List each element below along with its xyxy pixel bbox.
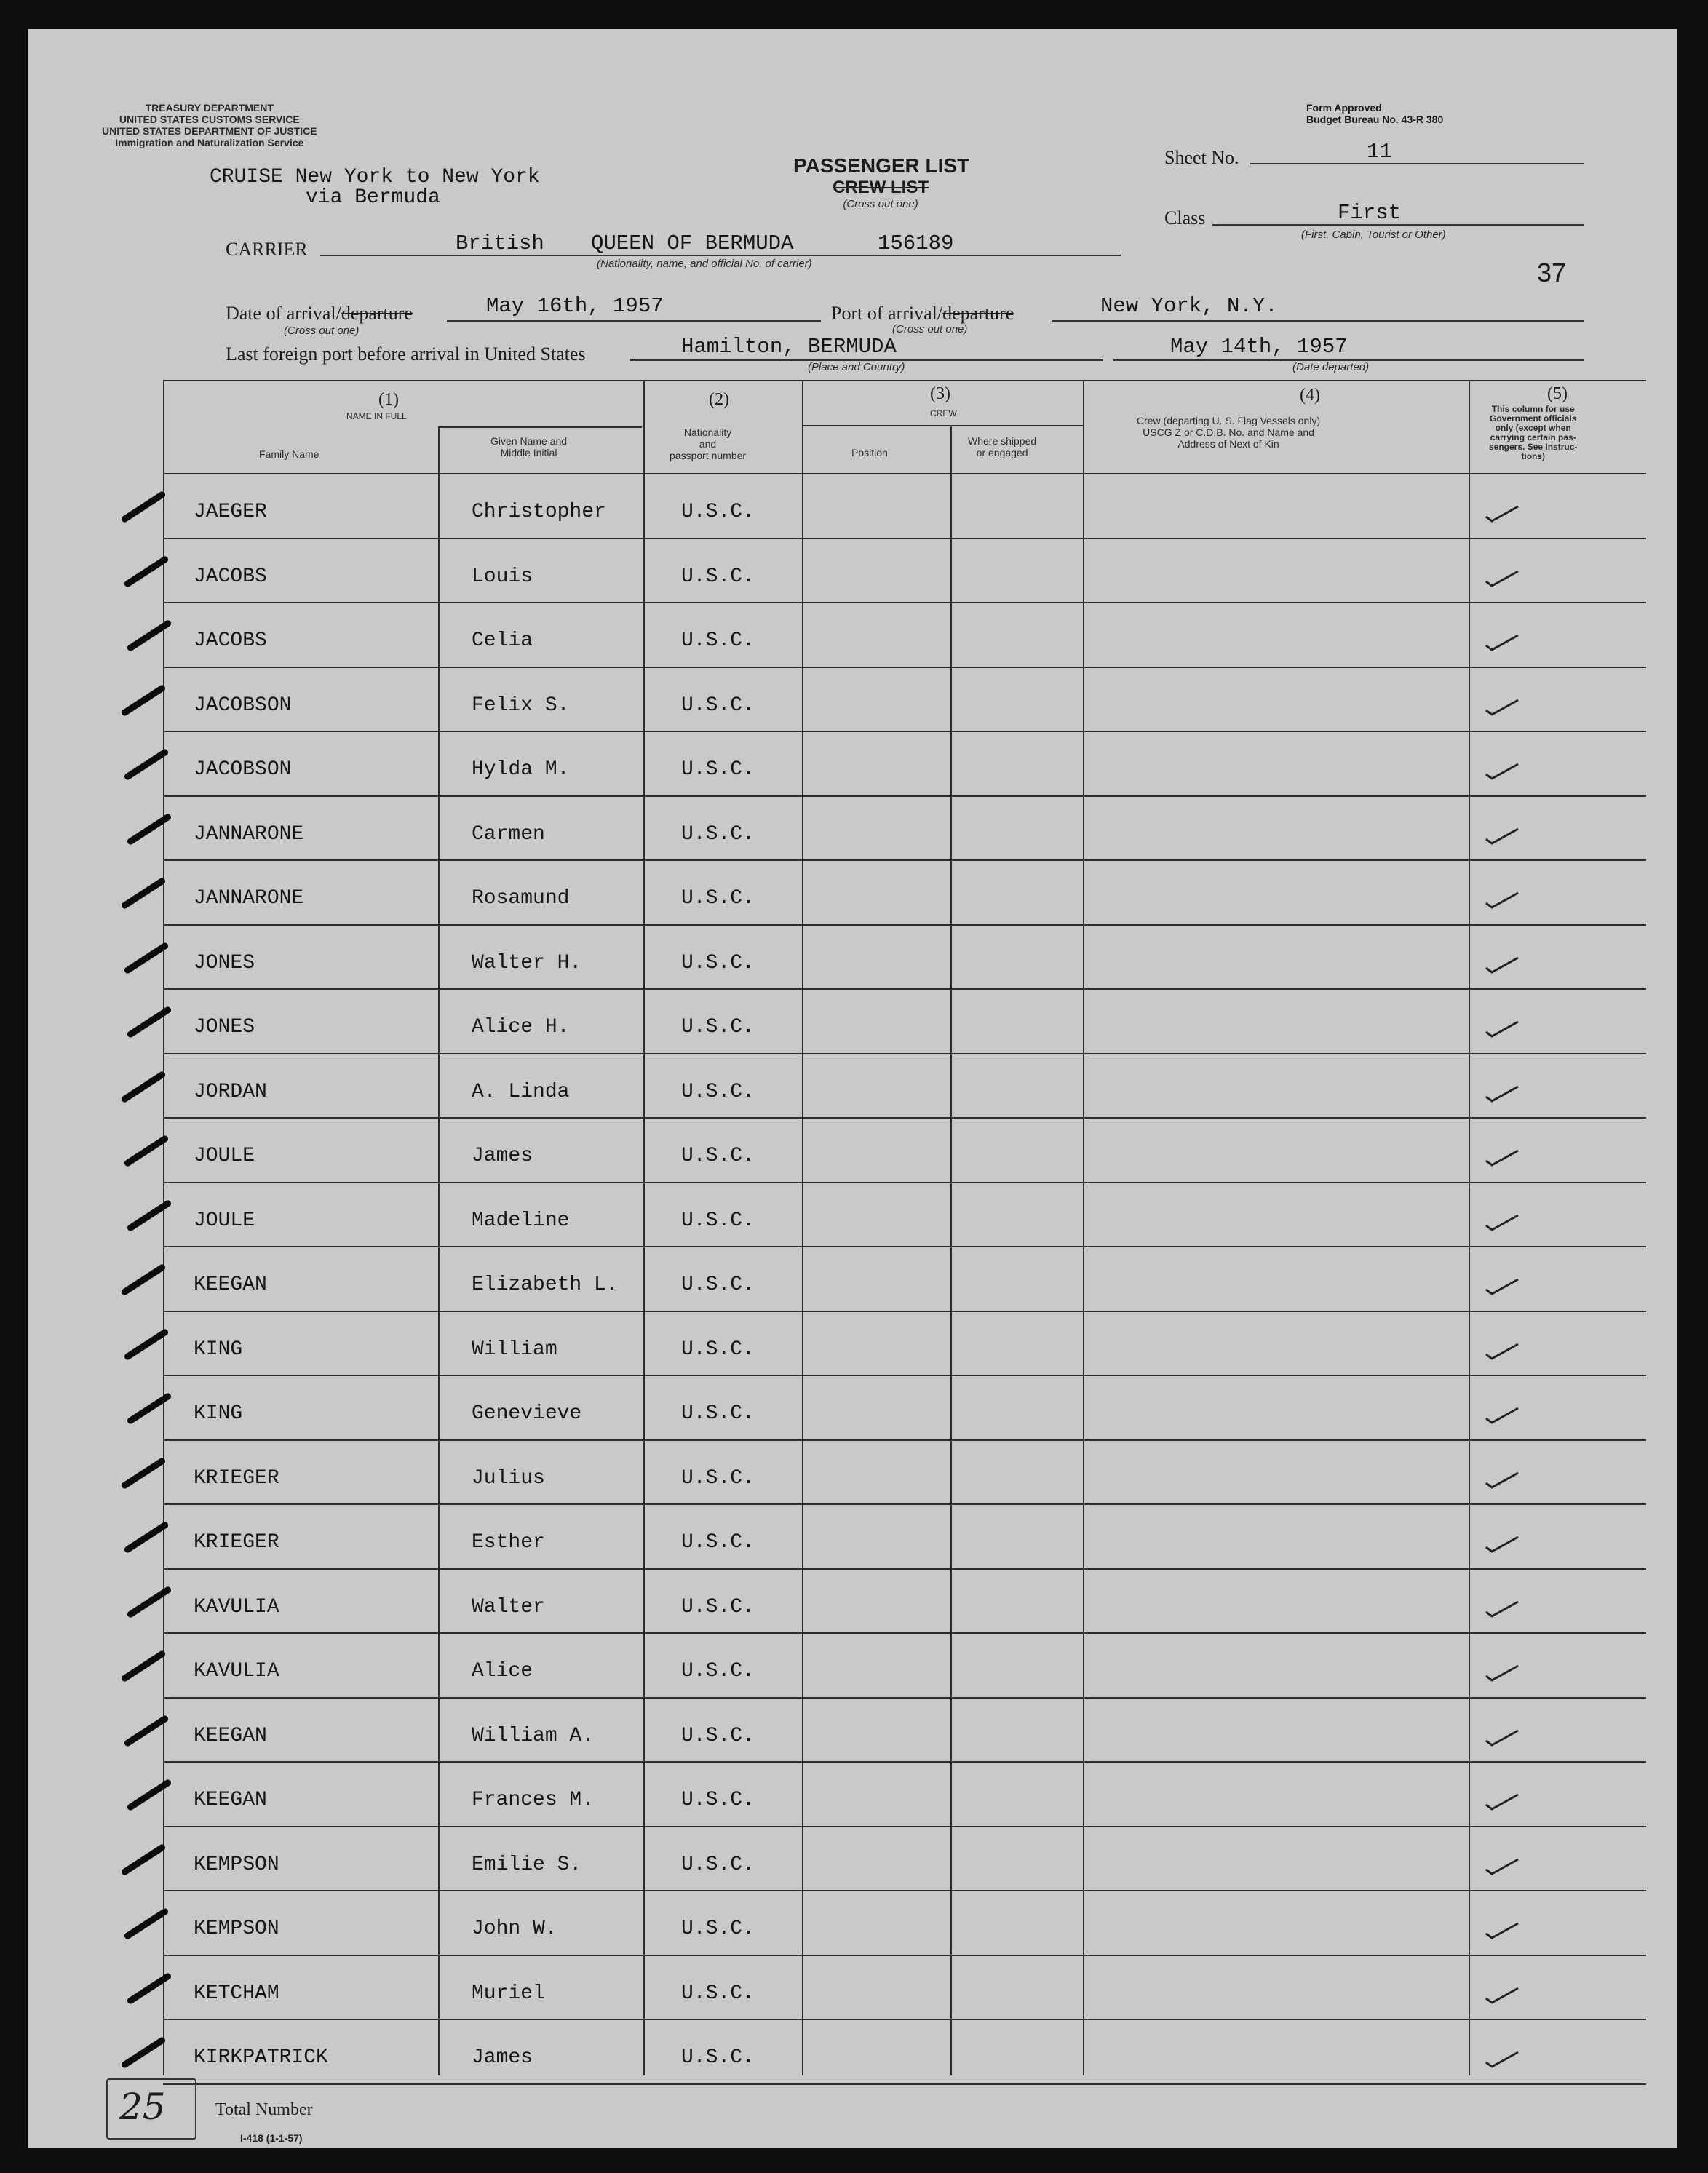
class-label: Class [1164,207,1206,229]
row-rule [163,1697,1646,1699]
check-icon [1485,2049,1520,2070]
check-icon [1485,1534,1520,1554]
family-name-cell: KIRKPATRICK [194,2046,328,2069]
last-port-label: Last foreign port before arrival in United States [226,343,586,365]
passenger-list-title: PASSENGER LIST [793,154,970,177]
port-of-arrival-label [831,303,1014,325]
given-name-cell: Walter [472,1596,545,1618]
date-underline [447,320,821,322]
agency-line: TREASURY DEPARTMENT [145,102,274,114]
col5-line3: only (except when [1495,423,1571,433]
given-name-cell: Carmen [472,823,545,846]
given-name-cell: Louis [472,565,533,588]
family-name-cell: KEMPSON [194,1854,279,1876]
last-port-note: (Place and Country) [808,361,905,373]
check-icon [1485,890,1520,910]
cruise-line-2: via Bermuda [306,186,440,209]
given-name-cell: Alice H. [472,1016,570,1038]
given-name-cell: Madeline [472,1209,570,1232]
row-rule [163,795,1646,797]
col2-line1: Nationality [683,426,732,438]
family-name-cell: JANNARONE [194,887,304,910]
cross-out-note: (Cross out one) [843,198,918,210]
check-icon [1485,504,1520,524]
carrier-official-no: 156189 [878,231,954,255]
given-name-cell: John W. [472,1918,557,1940]
family-name-cell: KEMPSON [194,1918,279,1940]
col4-line1: Crew (departing U. S. Flag Vessels only) [1137,415,1321,426]
form-approved-line: Form Approved [1306,102,1382,114]
col2-number: (2) [709,390,729,409]
budget-bureau-line: Budget Bureau No. 43-R 380 [1306,114,1444,125]
row-rule [163,667,1646,668]
departed-date: May 14th, 1957 [1170,335,1348,359]
family-name-cell: JANNARONE [194,823,304,846]
agency-line: UNITED STATES DEPARTMENT OF JUSTICE [102,125,317,137]
check-icon [1485,1470,1520,1490]
row-rule [163,1053,1646,1054]
given-name-cell: Julius [472,1467,545,1490]
col2-line3: passport number [670,450,747,461]
check-icon [1485,1019,1520,1039]
col3-title-rule [803,425,1083,426]
agency-line: UNITED STATES CUSTOMS SERVICE [119,114,300,125]
check-icon [1485,1792,1520,1812]
col-divider-nationality [643,380,645,2075]
given-name-cell: William A. [472,1725,595,1747]
row-rule [163,2019,1646,2020]
sheet-number: 11 [1367,140,1392,164]
family-name-cell: KAVULIA [194,1596,279,1618]
check-icon [1485,1920,1520,1941]
given-name-cell: Alice [472,1660,533,1683]
col3b-line2: or engaged [976,447,1028,458]
given-name-cell: Celia [472,629,533,652]
family-name-cell: JACOBSON [194,758,292,781]
departed-note: (Date departed) [1292,361,1370,373]
sheet-underline [1250,163,1584,164]
given-name-cell: Genevieve [472,1402,582,1425]
family-name-cell: KETCHAM [194,1982,279,2005]
row-rule [163,1311,1646,1312]
family-name-cell: JOULE [194,1209,255,1232]
check-icon [1485,1084,1520,1104]
arrival-port: New York, N.Y. [1100,294,1278,318]
check-icon [1485,826,1520,846]
form-code: I-418 (1-1-57) [240,2132,303,2144]
check-icon [1485,955,1520,975]
given-name-cell: Christopher [472,501,606,523]
carrier-label: CARRIER [226,239,308,260]
given-name-cell: A. Linda [472,1081,570,1103]
nationality-cell: U.S.C. [681,1982,755,2005]
col-divider-officials [1469,380,1470,2075]
page-number: 37 [1537,258,1567,287]
nationality-cell: U.S.C. [681,694,755,717]
row-rule [163,731,1646,732]
row-rule [163,1117,1646,1119]
list-title [793,154,968,210]
given-name-cell: Felix S. [472,694,570,717]
given-name-cell: William [472,1338,557,1361]
col4-number: (4) [1300,386,1320,405]
family-name-cell: JONES [194,1016,255,1038]
check-icon [1485,697,1520,718]
given-name-cell: James [472,1145,533,1167]
col5-line1: This column for use [1491,404,1575,414]
nationality-cell: U.S.C. [681,1145,755,1167]
given-name-cell: Walter H. [472,952,582,974]
col1-title: NAME IN FULL [346,411,407,421]
col5-line6: tions) [1521,451,1546,461]
family-name-cell: KING [194,1402,243,1425]
port-underline [1052,320,1584,322]
check-icon [1485,1341,1520,1362]
family-name-cell: KEEGAN [194,1725,267,1747]
row-rule [163,988,1646,990]
nationality-cell: U.S.C. [681,1402,755,1425]
col1-title-rule [438,426,642,428]
check-icon [1485,1405,1520,1426]
table-header-bottom [163,473,1646,474]
row-rule [163,1890,1646,1891]
check-icon [1485,632,1520,653]
family-name-cell: JACOBS [194,629,267,652]
given-name-cell: Elizabeth L. [472,1274,619,1296]
family-name-cell: KEEGAN [194,1274,267,1296]
row-rule [163,1632,1646,1634]
row-rule [163,1246,1646,1247]
family-name-cell: KAVULIA [194,1660,279,1683]
cruise-line-1: CRUISE New York to New York [210,166,540,188]
port-cross-out-note: (Cross out one) [892,323,968,335]
nationality-cell: U.S.C. [681,1789,755,1811]
crew-list-struck: CREW LIST [833,178,929,197]
check-icon [1485,1728,1520,1748]
row-rule [163,1503,1646,1505]
row-rule [163,1761,1646,1763]
agency-line: Immigration and Naturalization Service [115,137,304,148]
nationality-cell: U.S.C. [681,1338,755,1361]
port-departure-struck: departure [942,303,1014,324]
col2-line2: and [699,438,717,450]
row-rule [163,924,1646,926]
nationality-cell: U.S.C. [681,1854,755,1876]
nationality-cell: U.S.C. [681,887,755,910]
nationality-cell: U.S.C. [681,1531,755,1554]
col-nationality [670,426,746,461]
col5-line4: carrying certain pas- [1490,432,1576,442]
nationality-cell: U.S.C. [681,2046,755,2069]
nationality-cell: U.S.C. [681,1918,755,1940]
nationality-cell: U.S.C. [681,1209,755,1232]
check-icon [1485,761,1520,782]
family-name-cell: JAEGER [194,501,267,523]
col-next-of-kin [1137,415,1320,450]
col-family-name: Family Name [259,448,319,460]
col-divider-given [438,426,440,2075]
nationality-cell: U.S.C. [681,952,755,974]
col5-line5: sengers. See Instruc- [1489,442,1578,452]
given-name-cell: Muriel [472,1982,545,2005]
col3-number: (3) [930,384,950,403]
port-label-text: Port of arrival/ [831,303,943,324]
given-name-cell: Emilie S. [472,1854,582,1876]
row-rule [163,2083,1646,2085]
nationality-cell: U.S.C. [681,1596,755,1618]
given-name-cell: Esther [472,1531,545,1554]
check-icon [1485,1599,1520,1619]
col-divider-crew [802,380,803,2075]
check-icon [1485,1856,1520,1877]
class-value: First [1338,201,1402,225]
family-name-cell: KRIEGER [194,1467,279,1490]
nationality-cell: U.S.C. [681,1660,755,1683]
col3b-line1: Where shipped [968,435,1037,447]
date-of-arrival-label [226,303,413,325]
date-cross-out-note: (Cross out one) [284,325,360,337]
family-name-cell: JACOBS [194,565,267,588]
col-given-name [490,435,567,458]
family-name-cell: JORDAN [194,1081,267,1103]
arrival-date: May 16th, 1957 [486,294,664,318]
given-name-cell: Hylda M. [472,758,570,781]
col-position: Position [851,447,888,458]
col-where-shipped [968,435,1036,458]
row-rule [163,1375,1646,1376]
col-divider-kin [1083,380,1084,2075]
last-port-value: Hamilton, BERMUDA [681,335,897,359]
date-departure-struck: departure [341,303,413,324]
carrier-name: QUEEN OF BERMUDA [591,231,794,255]
col1-number: (1) [378,390,399,409]
table-top-border [163,380,1646,381]
row-rule [163,1182,1646,1183]
nationality-cell: U.S.C. [681,501,755,523]
form-approved [1306,102,1443,125]
nationality-cell: U.S.C. [681,565,755,588]
family-name-cell: JOULE [194,1145,255,1167]
date-label-text: Date of arrival/ [226,303,341,324]
family-name-cell: JACOBSON [194,694,292,717]
row-rule [163,859,1646,861]
check-icon [1485,1148,1520,1168]
row-rule [163,602,1646,603]
agency-header [102,102,317,148]
check-icon [1485,1276,1520,1297]
cruise-route [210,167,540,208]
nationality-cell: U.S.C. [681,823,755,846]
class-note: (First, Cabin, Tourist or Other) [1301,229,1446,241]
row-rule [163,1955,1646,1956]
check-icon [1485,1985,1520,2006]
col3-title: CREW [930,408,957,418]
nationality-cell: U.S.C. [681,1016,755,1038]
check-icon [1485,1663,1520,1683]
family-name-cell: KRIEGER [194,1531,279,1554]
carrier-nationality: British [456,231,544,255]
col5-line2: Government officials [1490,413,1577,424]
nationality-cell: U.S.C. [681,758,755,781]
nationality-cell: U.S.C. [681,1274,755,1296]
col4-line2: USCG Z or C.D.B. No. and Name and [1143,426,1314,438]
given-name-cell: Frances M. [472,1789,595,1811]
given-name-cell: James [472,2046,533,2069]
col-given-line2: Middle Initial [500,447,557,458]
family-name-cell: KEEGAN [194,1789,267,1811]
nationality-cell: U.S.C. [681,1081,755,1103]
total-label: Total Number [215,2100,313,2119]
given-name-cell: Rosamund [472,887,570,910]
nationality-cell: U.S.C. [681,629,755,652]
carrier-note: (Nationality, name, and official No. of carrier) [597,258,812,270]
total-handwritten: 25 [119,2086,166,2128]
sheet-label: Sheet No. [1164,147,1239,168]
col5-number: (5) [1547,384,1568,403]
col-officials [1489,405,1577,461]
row-rule [163,1568,1646,1570]
table-left-border [163,380,164,2075]
nationality-cell: U.S.C. [681,1725,755,1747]
row-rule [163,538,1646,539]
family-name-cell: KING [194,1338,243,1361]
row-rule [163,1439,1646,1441]
col-given-line1: Given Name and [490,435,568,447]
col-divider-shipped [950,425,952,2075]
row-rule [163,1826,1646,1827]
family-name-cell: JONES [194,952,255,974]
nationality-cell: U.S.C. [681,1467,755,1490]
check-icon [1485,1212,1520,1233]
check-icon [1485,568,1520,589]
col4-line3: Address of Next of Kin [1177,438,1279,450]
